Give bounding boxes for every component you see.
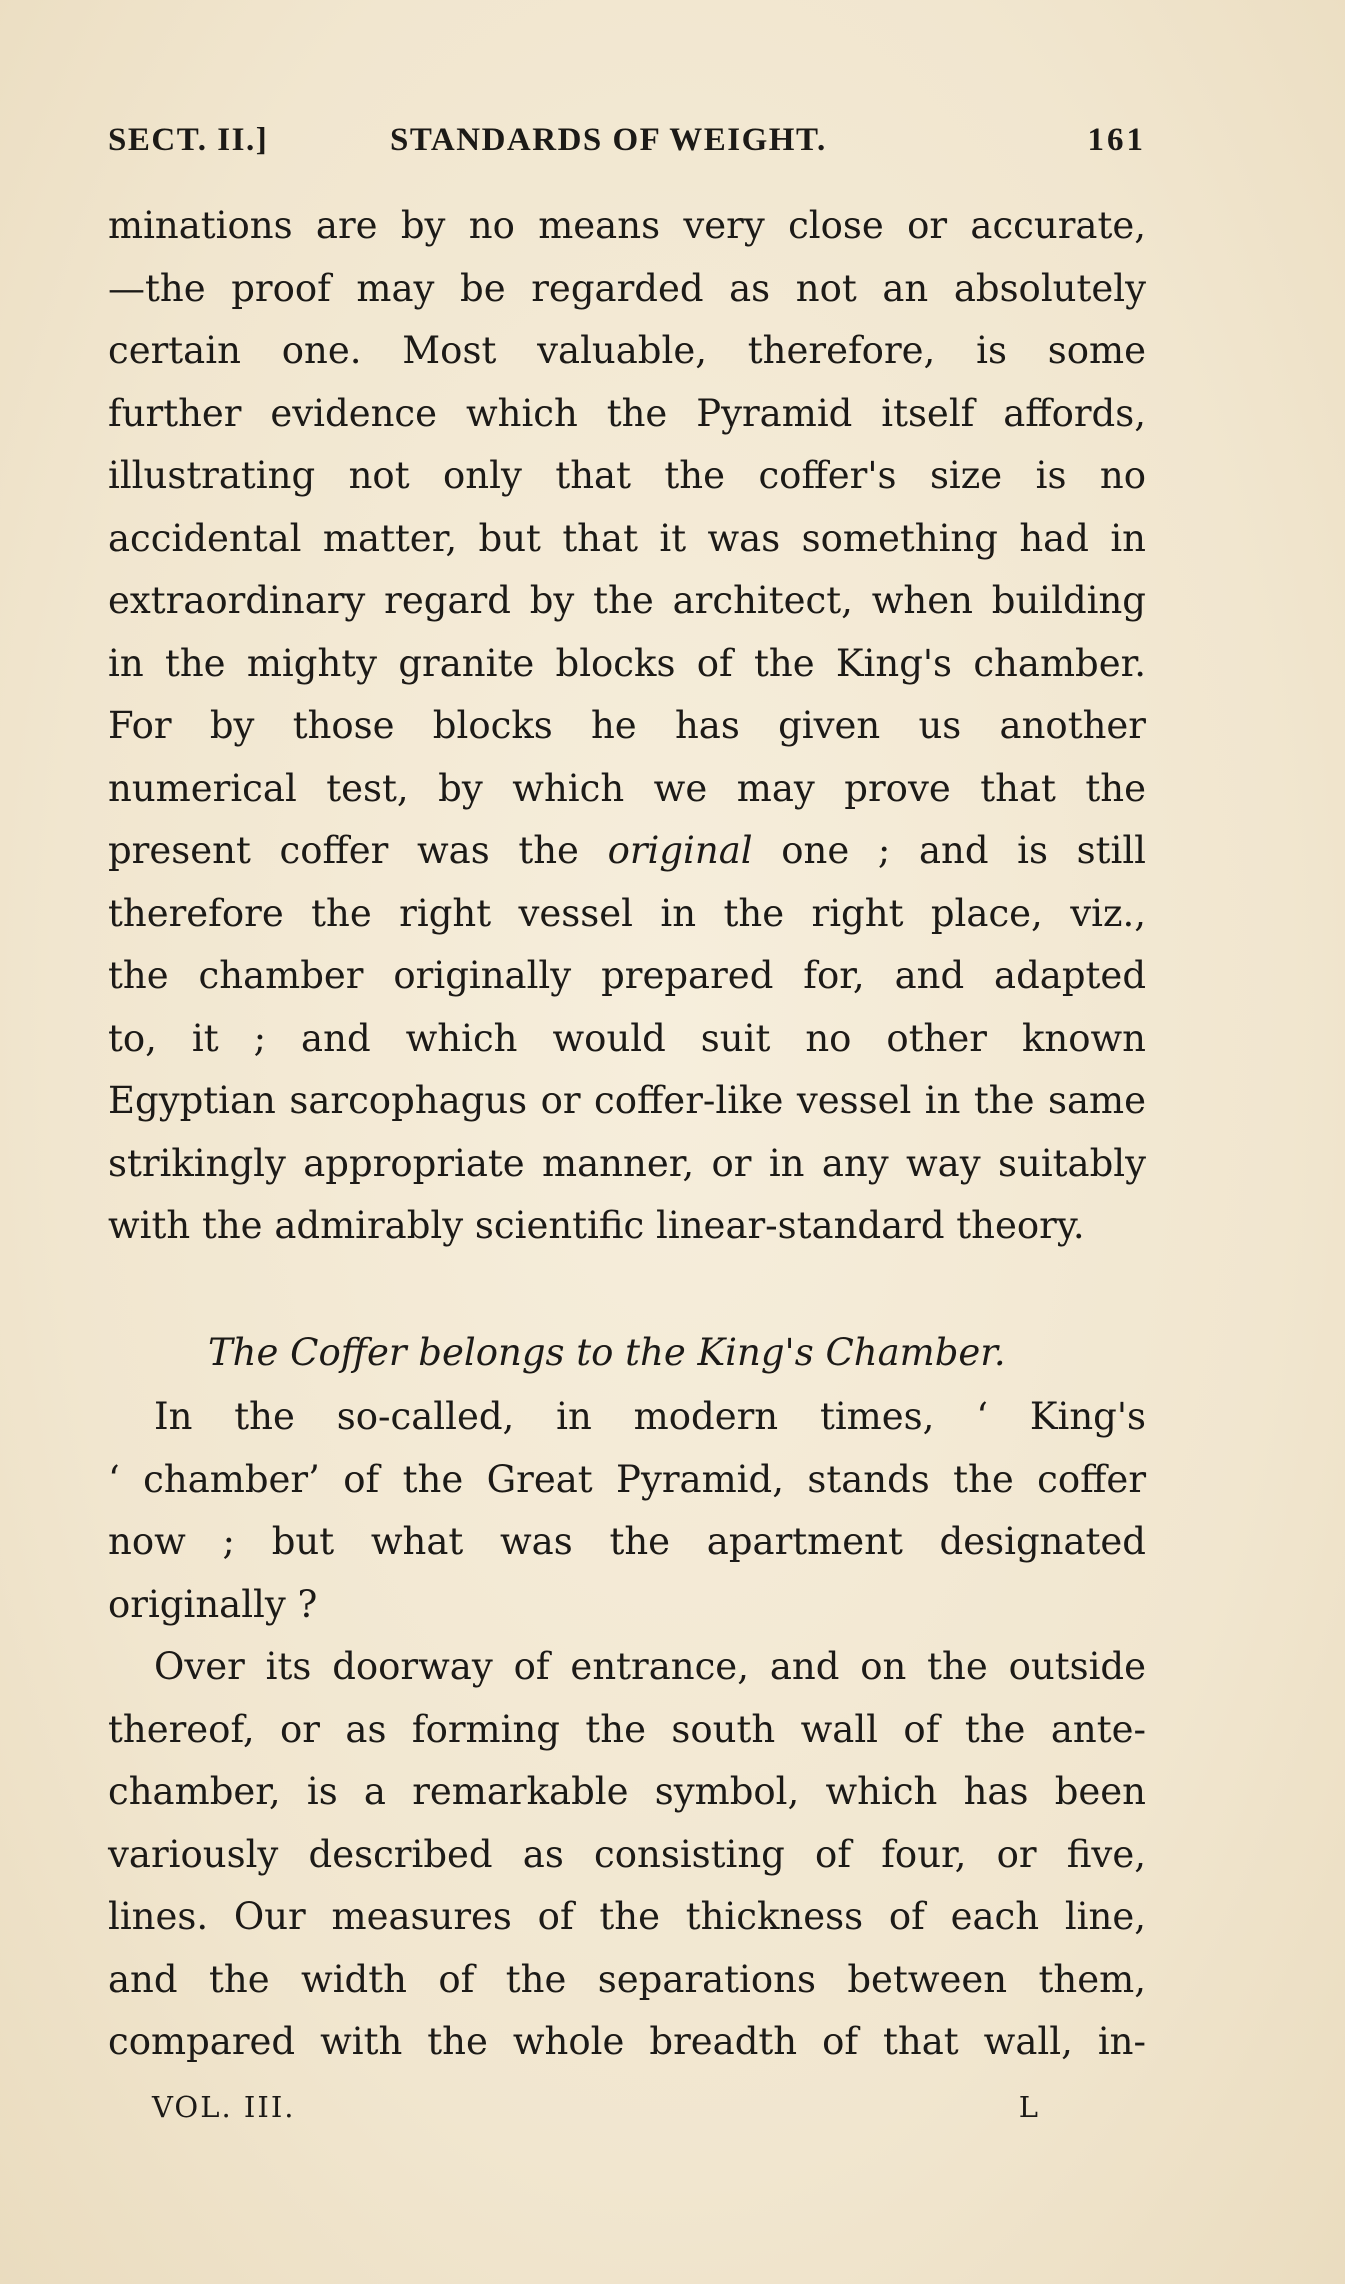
text-line: Egyptian sarcophagus or coffer-like vessel in the same xyxy=(108,1079,1146,1122)
paragraph-3 xyxy=(108,1636,1146,2074)
section-label: SECT. II.] xyxy=(108,122,269,158)
text-line: strikingly appropriate manner, or in any way suitably xyxy=(108,1141,1146,1185)
text-line: in the mighty granite blocks of the King's chamber. xyxy=(108,641,1146,685)
paragraph-2 xyxy=(108,1386,1146,1636)
italic-word: original xyxy=(607,829,753,872)
text-line: ‘ chamber’ of the Great Pyramid, stands the coffer xyxy=(108,1457,1146,1501)
text-line: compared with the whole breadth of that wall, in- xyxy=(108,2020,1146,2063)
text-line: In the so-called, in modern times, ‘ King's xyxy=(154,1395,1146,1438)
text-line: —the proof may be regarded as not an absolutely xyxy=(108,266,1146,310)
text-line: certain one. Most valuable, therefore, is some xyxy=(108,329,1146,372)
text-span: present coffer was the xyxy=(108,829,608,872)
text-line: chamber, is a remarkable symbol, which has been xyxy=(108,1770,1146,1813)
text-line: accidental matter, but that it was something had in xyxy=(108,516,1146,560)
text-line: numerical test, by which we may prove that the xyxy=(108,766,1146,810)
text-line-with-italic xyxy=(108,820,1146,883)
page-number: 161 xyxy=(1087,122,1146,158)
running-title: STANDARDS OF WEIGHT. xyxy=(390,122,827,158)
text-line: therefore the right vessel in the right place, viz., xyxy=(108,891,1146,935)
section-heading: The Coffer belongs to the King's Chamber. xyxy=(208,1330,1006,1374)
text-line: further evidence which the Pyramid itself affords, xyxy=(108,391,1146,435)
body-text xyxy=(108,195,1146,2074)
text-line: lines. Our measures of the thickness of each line, xyxy=(108,1895,1146,1938)
page-footer xyxy=(152,2090,1040,2130)
text-line: Over its doorway of entrance, and on the outside xyxy=(154,1645,1146,1688)
text-line: illustrating not only that the coffer's size is no xyxy=(108,454,1146,497)
running-head xyxy=(108,122,1146,168)
text-line: minations are by no means very close or accurate, xyxy=(108,204,1146,247)
text-line: and the width of the separations between them, xyxy=(108,1957,1146,2001)
text-line: For by those blocks he has given us another xyxy=(108,704,1146,747)
text-line: variously described as consisting of four, or five, xyxy=(108,1832,1146,1876)
text-line: extraordinary regard by the architect, when building xyxy=(108,579,1146,622)
text-line: the chamber originally prepared for, and adapted xyxy=(108,954,1146,997)
paragraph-1 xyxy=(108,195,1146,1258)
text-line: now ; but what was the apartment designated xyxy=(108,1520,1146,1563)
text-line: with the admirably scientific linear-standard theory. xyxy=(108,1204,1085,1247)
text-line: to, it ; and which would suit no other known xyxy=(108,1016,1146,1060)
text-line: originally ? xyxy=(108,1582,318,1626)
signature-mark: L xyxy=(1018,2090,1040,2124)
text-line: thereof, or as forming the south wall of the ante- xyxy=(108,1707,1146,1751)
text-span: one ; and is still xyxy=(752,829,1146,872)
volume-label: VOL. III. xyxy=(152,2090,296,2124)
